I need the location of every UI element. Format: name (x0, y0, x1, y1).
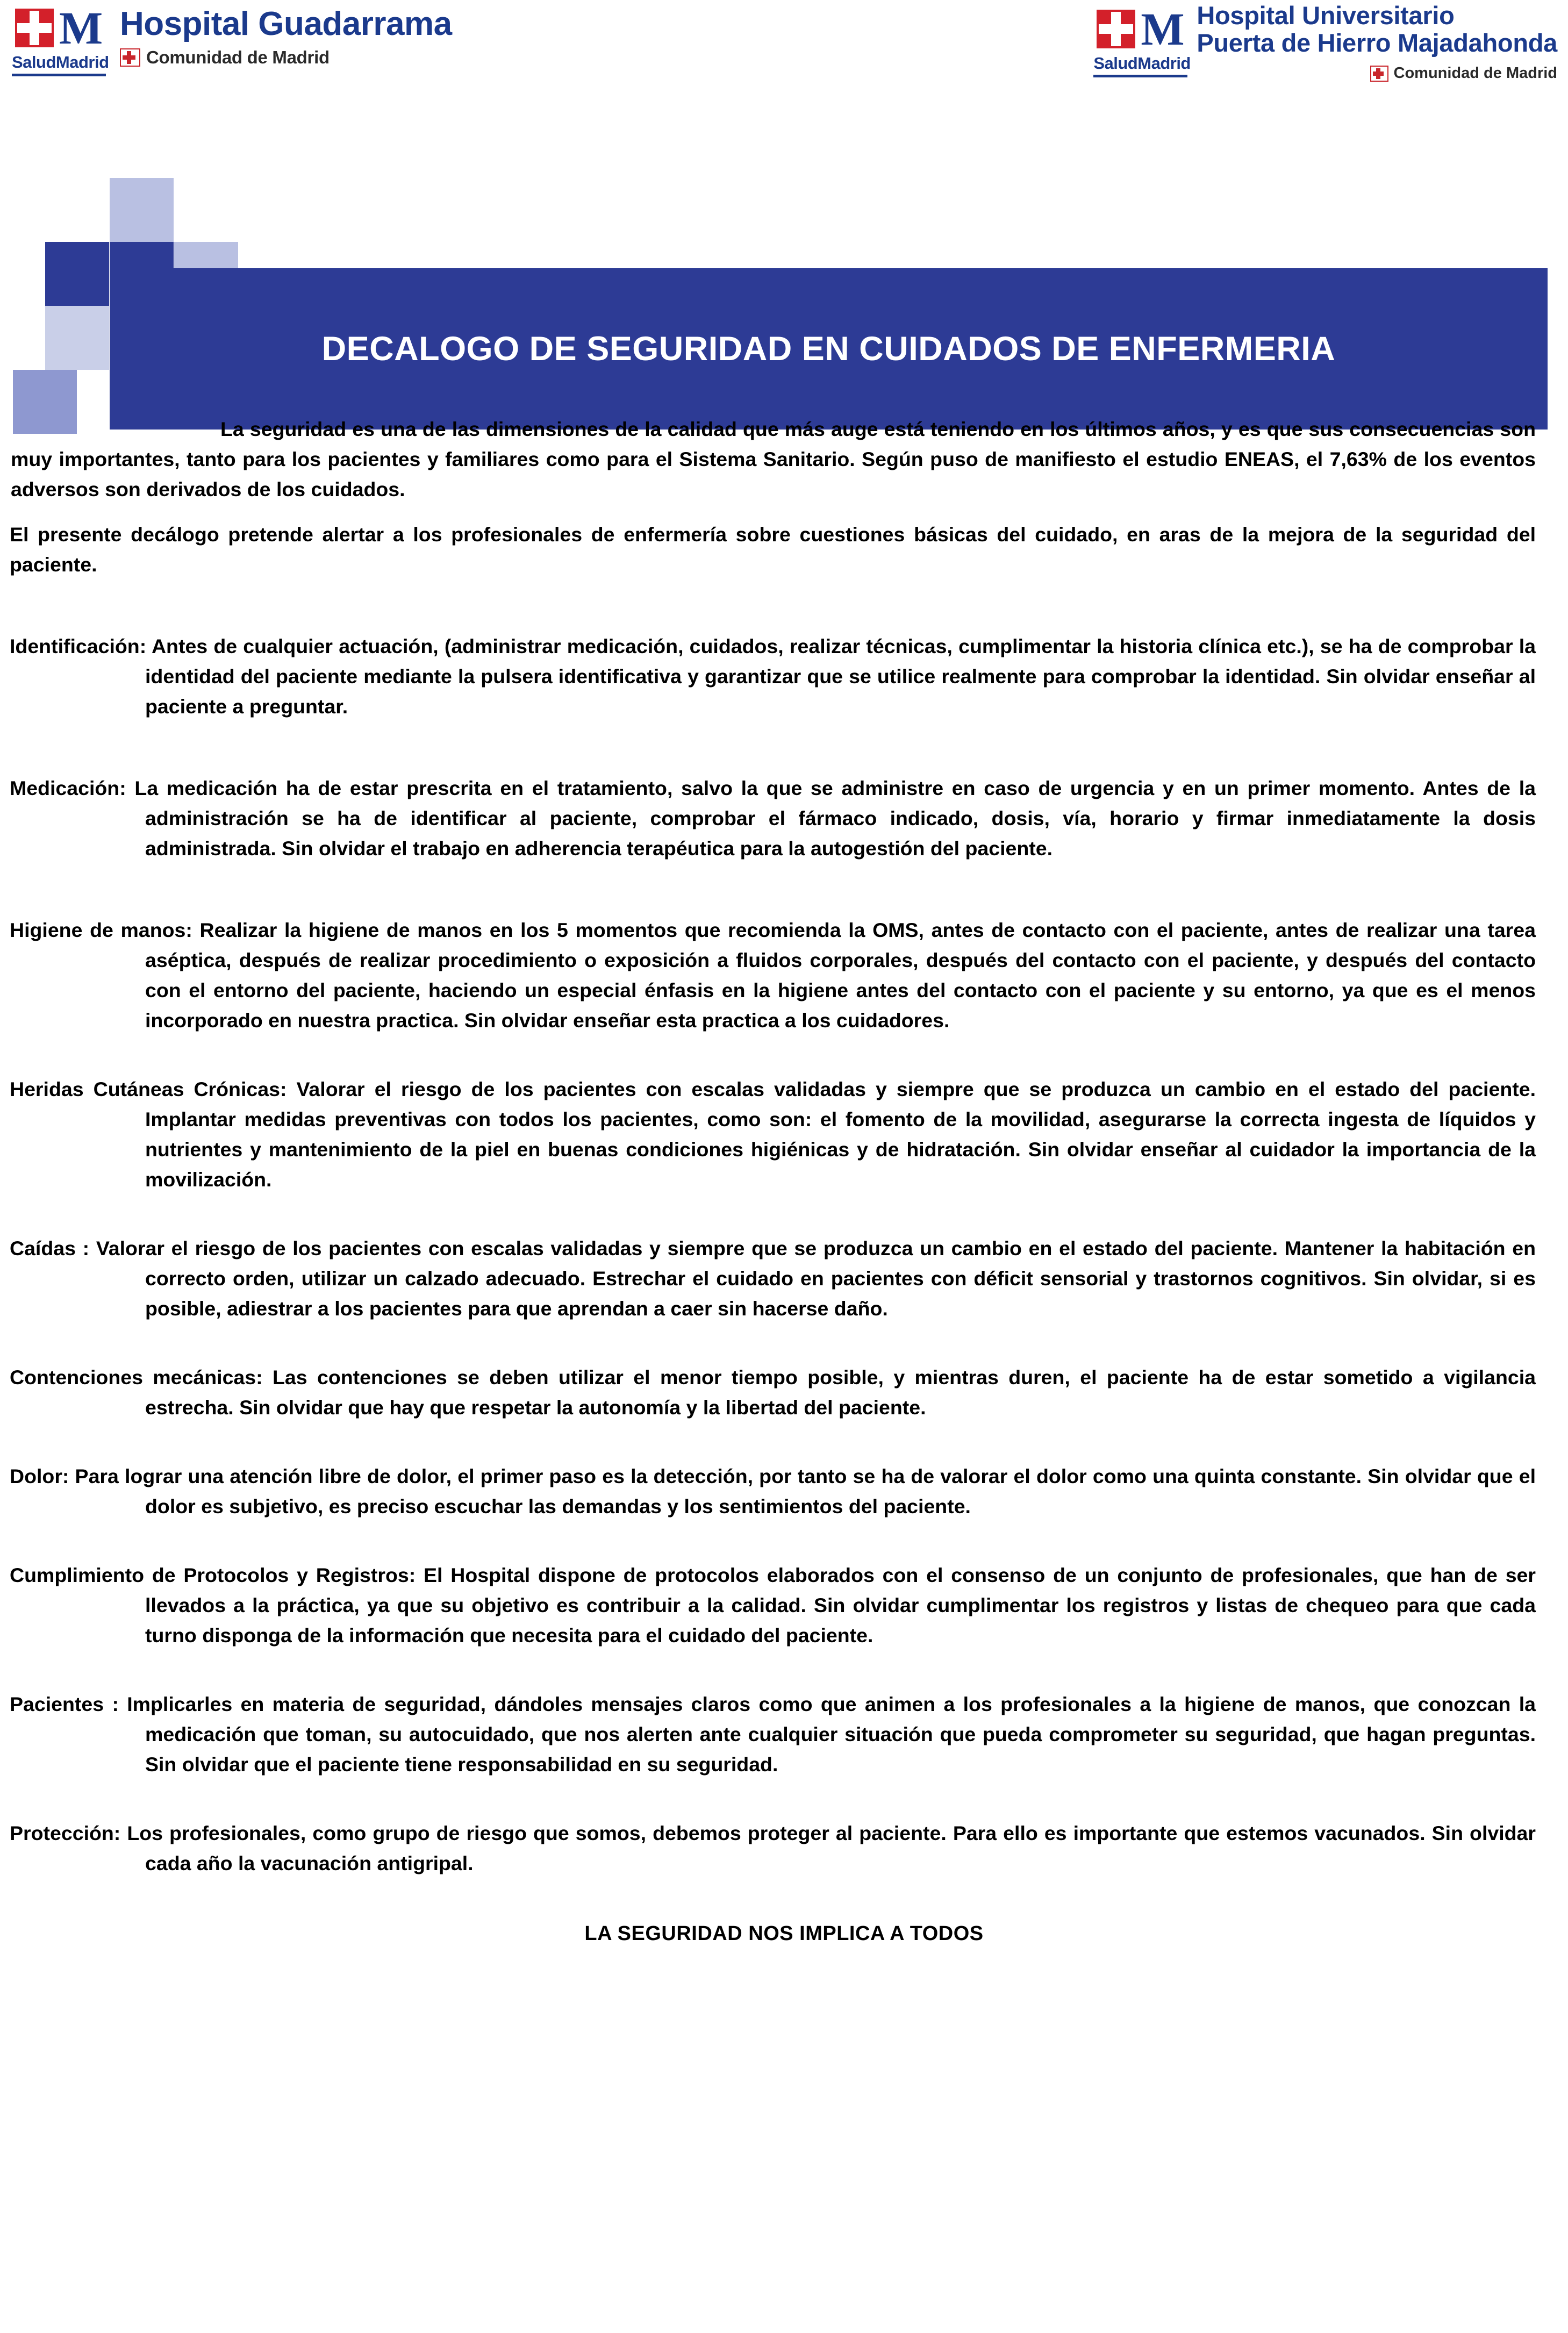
hospital-guadarrama-name (120, 5, 452, 68)
decorative-square (45, 178, 109, 242)
logo-rule (12, 74, 106, 76)
red-cross-icon (12, 5, 57, 51)
madrid-text: Madrid (55, 53, 109, 71)
decalogue-item-medicacion: Medicación: La medicación ha de estar prescrita en el tratamiento, salvo la que se administre en caso de urgencia y en un primer momento. Antes de la administración se ha de identificar al paciente, comprobar el fármaco indicado, dosis, vía, horario y firmar inmediatamente la dosis administrada. Sin olvidar el trabajo en adherencia terapéutica para la autogestión del paciente. (10, 777, 1536, 860)
decalogue-item-identificacion: Identificación: Antes de cualquier actuación, (administrar medicación, cuidados, realizar técnicas, cumplimentar la historia clínica etc.), se ha de comprobar la identidad del paciente mediante la pulsera identificativa y garantizar que se utilice realmente para comprobar la identidad. Sin olvidar enseñar al paciente a preguntar. (10, 635, 1536, 718)
decalogue-item-proteccion: Protección: Los profesionales, como grupo de riesgo que somos, debemos proteger al paciente. Para ello es importante que estemos vacunados. Sin olvidar cada año la vacunación antigripal. (10, 1822, 1536, 1874)
salud-madrid-wordmark (12, 53, 109, 72)
title-banner-area (0, 91, 1568, 424)
comunidad-madrid-text: Comunidad de Madrid (1393, 65, 1557, 82)
salud-madrid-wordmark-right (1093, 54, 1191, 73)
footer-slogan: LA SEGURIDAD NOS IMPLICA A TODOS (584, 1922, 984, 1945)
m-letter-icon: M (59, 2, 102, 54)
logo-rule (1093, 75, 1187, 77)
comunidad-madrid-right (1197, 65, 1557, 82)
decalogue-item-caidas: Caídas : Valorar el riesgo de los pacientes con escalas validadas y siempre que se produzca un cambio en el estado del paciente. Mantener la habitación en correcto orden, utilizar un calzado adecuado. Estrechar el cuidado en pacientes con déficit sensorial y trastornos cognitivos. Sin olvidar, si es posible, adiestrar a los pacientes para que aprendan a caer sin hacerse daño. (10, 1237, 1536, 1320)
logo-puerta-de-hierro (1093, 2, 1557, 82)
red-cross-icon (1093, 6, 1139, 52)
decorative-square (45, 242, 109, 306)
hospital-universitario-name (1197, 2, 1557, 82)
decalogue-item-contenciones-mecanicas: Contenciones mecánicas: Las contenciones se deben utilizar el menor tiempo posible, y mientras duren, el paciente ha de estar sometido a vigilancia estrecha. Sin olvidar que hay que respetar la autonomía y la libertad del paciente. (10, 1366, 1536, 1419)
decalogue-item-dolor: Dolor: Para lograr una atención libre de dolor, el primer paso es la detección, por tanto se ha de valorar el dolor como una quinta constante. Sin olvidar que el dolor es subjetivo, es preciso escuchar las demandas y los sentimientos del paciente. (10, 1465, 1536, 1518)
decorative-square (110, 178, 174, 242)
salud-madrid-symbol (12, 4, 106, 52)
page-title: DECALOGO DE SEGURIDAD EN CUIDADOS DE ENFERMERIA (321, 330, 1336, 368)
decalogue-item-heridas-cutaneas-cronicas: Heridas Cutáneas Crónicas: Valorar el riesgo de los pacientes con escalas validadas y siempre que se produzca un cambio en el estado del paciente. Implantar medidas preventivas con todos los pacientes, como son: el fomento de la movilidad, asegurarse la correcta ingesta de líquidos y nutrientes y mantenimiento de la piel en buenas condiciones higiénicas y de hidratación. Sin olvidar enseñar al cuidador la importancia de la movilización. (10, 1078, 1536, 1191)
salud-text: Salud (1093, 54, 1138, 73)
hospital-name-text: Hospital Guadarrama (120, 5, 452, 42)
document-body (0, 414, 1568, 1945)
decorative-square (45, 306, 109, 370)
comunidad-madrid-flag-icon (120, 48, 140, 67)
document-header (0, 0, 1568, 89)
decalogue-item-cumplimiento-protocolos-registros: Cumplimiento de Protocolos y Registros: El Hospital dispone de protocolos elaborados con el consenso de un conjunto de profesionales, que han de ser llevados a la práctica, ya que su objetivo es contribuir a la calidad. Sin olvidar cumplimentar los registros y listas de chequeo para que cada turno disponga de la información que necesita para el cuidado del paciente. (10, 1564, 1536, 1647)
hospital-name-line1: Hospital Universitario (1197, 1, 1455, 30)
logo-salud-madrid-guadarrama (12, 4, 452, 76)
comunidad-madrid-left (120, 47, 452, 68)
decalogue-item-higiene-de-manos: Higiene de manos: Realizar la higiene de manos en los 5 momentos que recomienda la OMS, antes de contacto con el paciente, antes de realizar una tarea aséptica, después de realizar procedimiento o exposición a fluidos corporales, después del contacto con el paciente, y después del contacto con el entorno del paciente, haciendo un especial énfasis en la higiene antes del contacto con el paciente y su entorno, ya que es el menos incorporado en nuestra practica. Sin olvidar enseñar esta practica a los cuidadores. (10, 919, 1536, 1032)
madrid-text: Madrid (1137, 54, 1191, 73)
intro-paragraph-1: La seguridad es una de las dimensiones de la calidad que más auge está teniendo en los últimos años, y es que sus consecuencias son muy importantes, tanto para los pacientes y familiares como para el Sistema Sanitario. Según puso de manifiesto el estudio ENEAS, el 7,63% de los eventos adversos son derivados de los cuidados. (11, 418, 1536, 500)
salud-madrid-logo-right (1093, 3, 1191, 77)
salud-text: Salud (12, 53, 56, 71)
intro-paragraph-2: El presente decálogo pretende alertar a los profesionales de enfermería sobre cuestiones básicas del cuidado, en aras de la mejora de la seguridad del paciente. (10, 523, 1536, 576)
hospital-name-line2: Puerta de Hierro Majadahonda (1197, 28, 1557, 57)
salud-madrid-logo-left (12, 2, 109, 76)
comunidad-madrid-text: Comunidad de Madrid (146, 47, 330, 67)
decalogue-item-pacientes: Pacientes : Implicarles en materia de seguridad, dándoles mensajes claros como que animen a los profesionales a la higiene de manos, que conozcan la medicación que toman, su autocuidado, que nos alerten ante cualquier situación que pueda comprometer su seguridad, que hagan preguntas. Sin olvidar que el paciente tiene responsabilidad en su seguridad. (10, 1693, 1536, 1776)
m-letter-icon: M (1141, 3, 1184, 55)
page-title-banner (110, 268, 1548, 430)
comunidad-madrid-flag-icon (1370, 66, 1388, 82)
salud-madrid-symbol-right (1093, 5, 1184, 53)
